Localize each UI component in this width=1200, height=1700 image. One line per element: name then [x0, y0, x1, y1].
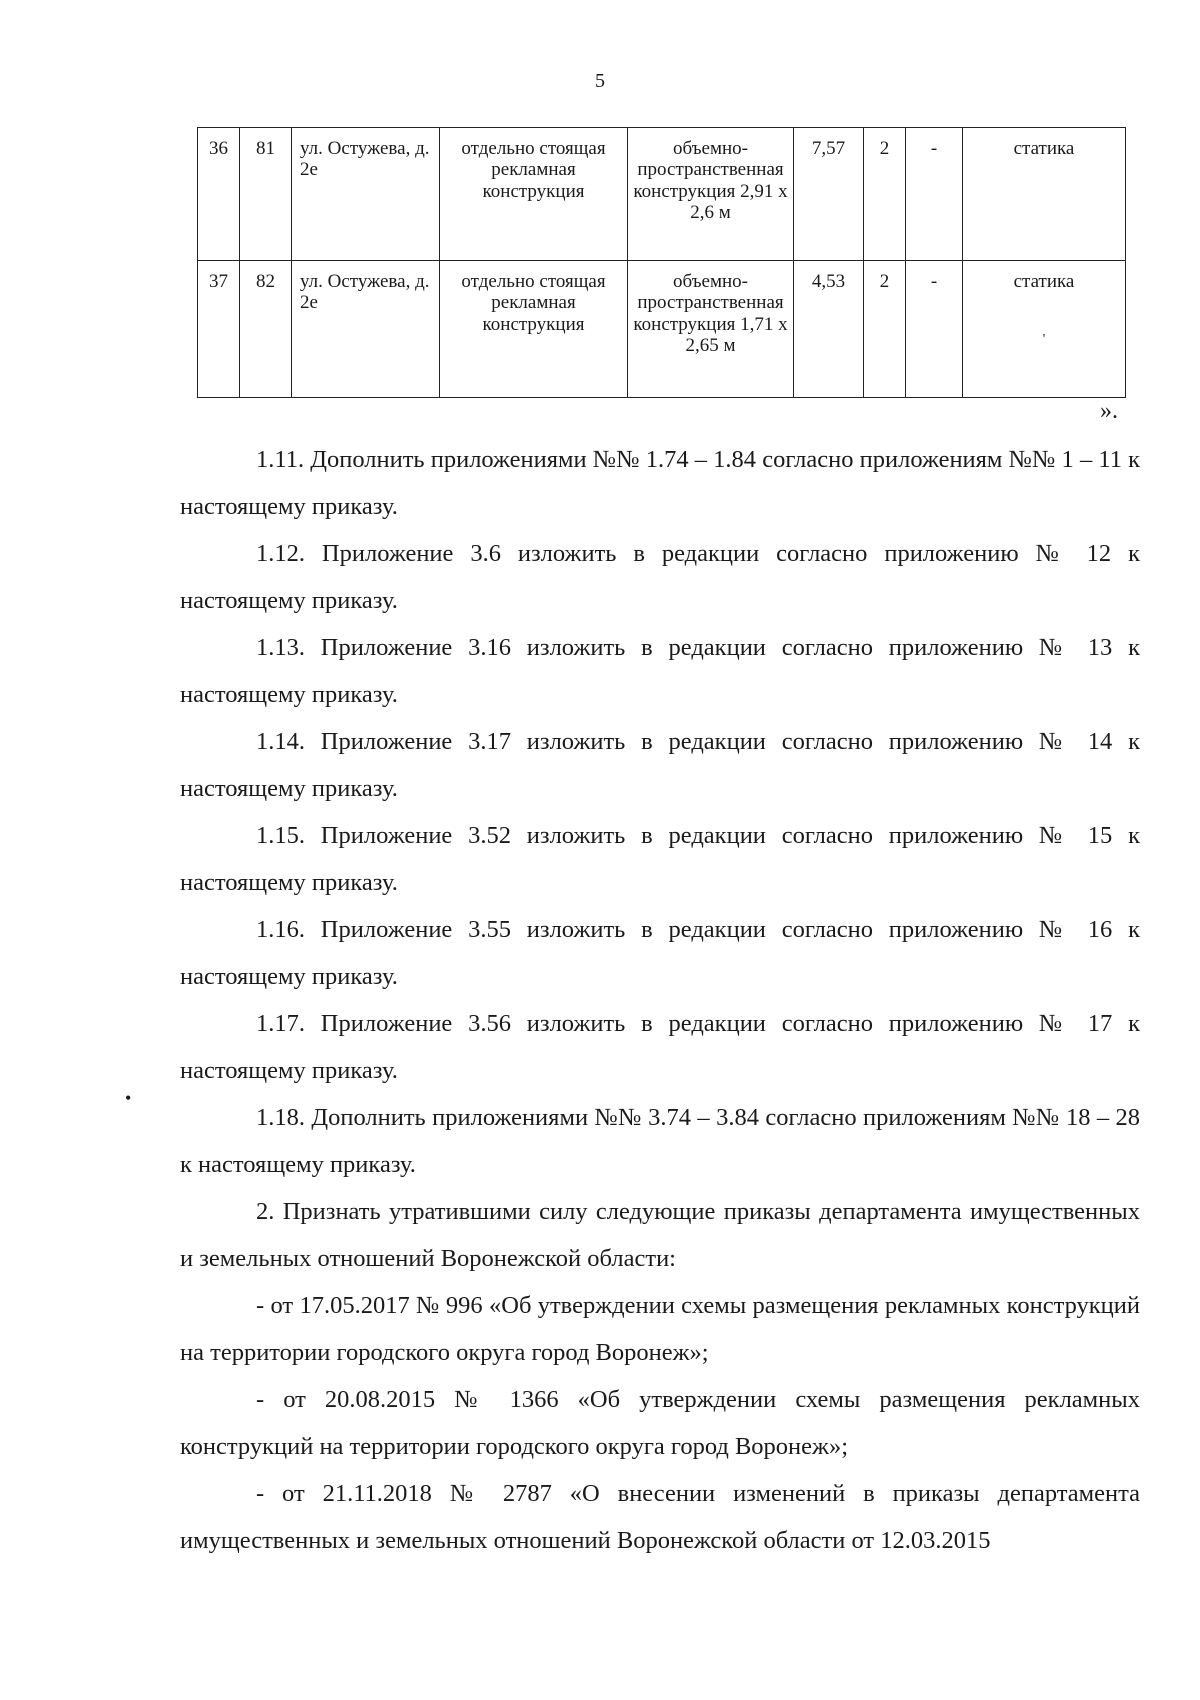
paragraph-1-13: 1.13. Приложение 3.16 изложить в редакции согласно приложению № 13 к настоящему приказу. — [180, 634, 1140, 708]
page-number: 5 — [595, 70, 605, 92]
sides-cell: 2 — [864, 128, 906, 261]
closing-quote: ». — [1100, 398, 1118, 424]
row-number-cell: 36 — [198, 128, 240, 261]
paragraph-1-16: 1.16. Приложение 3.55 изложить в редакции согласно приложению № 16 к настоящему приказу. — [180, 916, 1140, 990]
list-item-order-996: - от 17.05.2017 № 996 «Об утверждении схемы размещения рекламных конструкций на территории городского округа город Воронеж»; — [180, 1292, 1140, 1366]
mode-cell: статика — [963, 128, 1126, 261]
structure-type-cell: отдельно стоящая рекламная конструкция — [440, 261, 628, 398]
document-body — [180, 436, 1140, 1564]
paragraph-1-15: 1.15. Приложение 3.52 изложить в редакции согласно приложению № 15 к настоящему приказу. — [180, 822, 1140, 896]
structure-id-cell: 81 — [240, 128, 292, 261]
paragraph-1-11: 1.11. Дополнить приложениями №№ 1.74 – 1.84 согласно приложениям №№ 1 – 11 к настоящему приказу. — [180, 446, 1140, 520]
sides-cell: 2 — [864, 261, 906, 398]
lighting-cell: - — [906, 128, 963, 261]
mode-cell — [963, 261, 1126, 398]
stray-mark: • — [125, 1088, 132, 1108]
paragraph-1-17: 1.17. Приложение 3.56 изложить в редакции согласно приложению № 17 к настоящему приказу. — [180, 1010, 1140, 1084]
paragraph-2: 2. Признать утратившими силу следующие приказы департамента имущественных и земельных отношений Воронежской области: — [180, 1198, 1140, 1272]
list-item-order-1366: - от 20.08.2015 № 1366 «Об утверждении схемы размещения рекламных конструкций на территории городского округа город Воронеж»; — [180, 1386, 1140, 1460]
cell-mark: ' — [1042, 332, 1046, 348]
paragraph-1-14: 1.14. Приложение 3.17 изложить в редакции согласно приложению № 14 к настоящему приказу. — [180, 728, 1140, 802]
table-row — [198, 128, 1126, 261]
structure-type-cell: отдельно стоящая рекламная конструкция — [440, 128, 628, 261]
table-row — [198, 261, 1126, 398]
mode-text: статика — [1013, 271, 1075, 292]
paragraph-1-12: 1.12. Приложение 3.6 изложить в редакции согласно приложению № 12 к настоящему приказу. — [180, 540, 1140, 614]
structure-id-cell: 82 — [240, 261, 292, 398]
area-cell: 4,53 — [794, 261, 864, 398]
row-number-cell: 37 — [198, 261, 240, 398]
paragraph-1-18: 1.18. Дополнить приложениями №№ 3.74 – 3.84 согласно приложениям №№ 18 – 28 к настоящему приказу. — [180, 1104, 1140, 1178]
structure-kind-cell: объемно-пространственная конструкция 2,91 х 2,6 м — [628, 128, 794, 261]
address-cell: ул. Остужева, д. 2е — [292, 128, 440, 261]
lighting-cell: - — [906, 261, 963, 398]
address-cell: ул. Остужева, д. 2е — [292, 261, 440, 398]
list-item-order-2787: - от 21.11.2018 № 2787 «О внесении изменений в приказы департамента имущественных и земельных отношений Воронежской области от 12.03.2015 — [180, 1480, 1140, 1554]
area-cell: 7,57 — [794, 128, 864, 261]
structure-kind-cell: объемно-пространственная конструкция 1,71 х 2,65 м — [628, 261, 794, 398]
advertising-structures-table — [197, 127, 1126, 398]
